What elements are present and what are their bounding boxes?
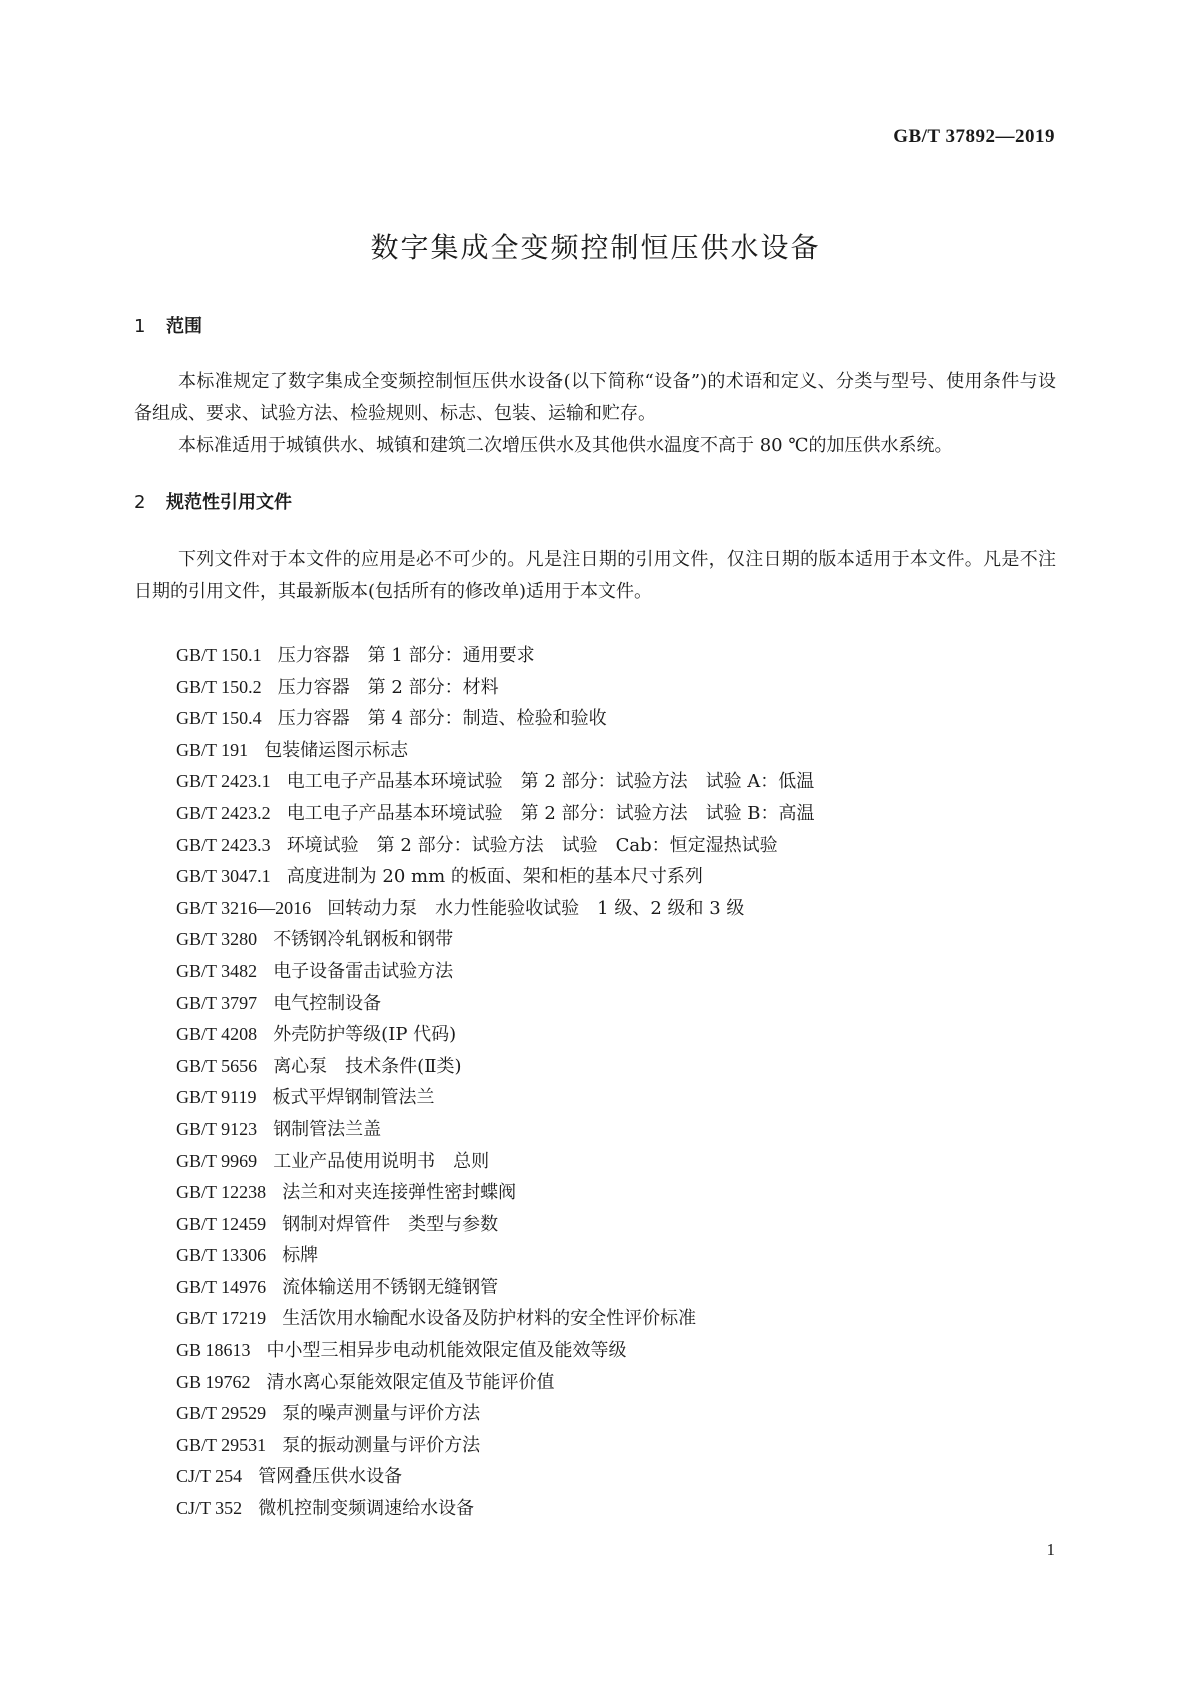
reference-item — [176, 798, 815, 830]
reference-code: GB/T 3047.1 — [176, 866, 271, 887]
section-2-intro: 下列文件对于本文件的应用是必不可少的。凡是注日期的引用文件，仅注日期的版本适用于本文件。凡是不注日期的引用文件，其最新版本(包括所有的修改单)适用于本文件。 — [134, 549, 1056, 602]
reference-title: 板式平焊钢制管法兰 — [272, 1087, 435, 1109]
reference-code: GB/T 4208 — [176, 1024, 258, 1045]
reference-item — [176, 640, 815, 672]
reference-item — [176, 1019, 815, 1051]
reference-title: 法兰和对夹连接弹性密封蝶阀 — [282, 1182, 517, 1204]
reference-title: 高度进制为 20 mm 的板面、架和柜的基本尺寸系列 — [286, 866, 703, 888]
reference-code: GB/T 12238 — [176, 1182, 267, 1203]
reference-item — [176, 924, 815, 956]
reference-code: GB/T 9123 — [176, 1118, 258, 1139]
reference-code: GB/T 9119 — [176, 1087, 257, 1108]
reference-item — [176, 1367, 815, 1399]
reference-title: 电子设备雷击试验方法 — [273, 960, 454, 982]
reference-code: GB 19762 — [176, 1371, 251, 1392]
reference-code: GB/T 2423.2 — [176, 802, 271, 823]
reference-item — [176, 1303, 815, 1335]
reference-title: 钢制管法兰盖 — [273, 1118, 382, 1140]
section-1-paragraph-2: 本标准适用于城镇供水、城镇和建筑二次增压供水及其他供水温度不高于 80 ℃的加压供水系统。 — [178, 435, 953, 456]
reference-title: 泵的噪声测量与评价方法 — [282, 1403, 481, 1425]
reference-title: 泵的振动测量与评价方法 — [282, 1434, 481, 1456]
section-1-paragraph-1: 本标准规定了数字集成全变频控制恒压供水设备(以下简称“设备”)的术语和定义、分类与型号、使用条件与设备组成、要求、试验方法、检验规则、标志、包装、运输和贮存。 — [134, 371, 1056, 424]
reference-title: 回转动力泵 水力性能验收试验 1 级、2 级和 3 级 — [327, 897, 745, 919]
reference-title: 生活饮用水输配水设备及防护材料的安全性评价标准 — [282, 1308, 697, 1330]
reference-code: GB/T 5656 — [176, 1055, 258, 1076]
reference-title: 压力容器 第 1 部分：通用要求 — [277, 645, 535, 666]
reference-code: GB/T 12459 — [176, 1213, 267, 1234]
page-number: 1 — [1046, 1540, 1055, 1559]
reference-code: GB/T 150.2 — [176, 676, 262, 697]
reference-title: 电气控制设备 — [273, 992, 382, 1014]
reference-code: GB/T 150.1 — [176, 645, 262, 665]
reference-item — [176, 1430, 815, 1462]
reference-item — [176, 861, 815, 893]
reference-code: GB/T 3482 — [176, 960, 258, 981]
reference-code: GB/T 150.4 — [176, 708, 262, 729]
reference-title: 钢制对焊管件 类型与参数 — [282, 1213, 499, 1235]
section-2-title: 规范性引用文件 — [166, 492, 292, 513]
section-2-heading — [134, 488, 292, 514]
reference-title: 电工电子产品基本环境试验 第 2 部分：试验方法 试验 B：高温 — [286, 802, 815, 824]
reference-code: GB/T 14976 — [176, 1276, 267, 1297]
normative-references-list — [176, 640, 815, 1525]
reference-item — [176, 1146, 815, 1178]
reference-title: 外壳防护等级(IP 代码) — [273, 1024, 457, 1046]
reference-title: 标牌 — [282, 1245, 319, 1267]
reference-item — [176, 1209, 815, 1241]
section-2-number: 2 — [134, 492, 146, 513]
reference-item — [176, 988, 815, 1020]
reference-item — [176, 956, 815, 988]
reference-item — [176, 1398, 815, 1430]
reference-title: 压力容器 第 4 部分：制造、检验和验收 — [277, 708, 607, 730]
reference-title: 中小型三相异步电动机能效限定值及能效等级 — [266, 1340, 627, 1362]
document-title: 数字集成全变频控制恒压供水设备 — [370, 231, 821, 264]
reference-code: GB/T 29529 — [176, 1403, 267, 1424]
reference-title: 电工电子产品基本环境试验 第 2 部分：试验方法 试验 A：低温 — [286, 771, 815, 793]
standard-number: GB/T 37892—2019 — [893, 126, 1055, 147]
reference-item — [176, 1493, 815, 1525]
reference-item — [176, 766, 815, 798]
reference-item — [176, 1177, 815, 1209]
reference-title: 微机控制变频调速给水设备 — [258, 1498, 475, 1520]
reference-item — [176, 1114, 815, 1146]
reference-code: GB/T 29531 — [176, 1434, 267, 1455]
reference-item — [176, 1051, 815, 1083]
reference-code: GB/T 3216—2016 — [176, 897, 312, 918]
reference-code: GB/T 13306 — [176, 1245, 267, 1266]
section-1-title: 范围 — [166, 316, 202, 337]
reference-title: 包装储运图示标志 — [264, 739, 409, 761]
reference-title: 工业产品使用说明书 总则 — [273, 1150, 490, 1172]
reference-item — [176, 672, 815, 704]
reference-code: GB/T 3797 — [176, 992, 258, 1013]
reference-item — [176, 893, 815, 925]
reference-title: 清水离心泵能效限定值及节能评价值 — [266, 1371, 555, 1393]
reference-title: 压力容器 第 2 部分：材料 — [277, 676, 499, 698]
reference-code: GB/T 2423.3 — [176, 834, 271, 855]
reference-code: GB/T 17219 — [176, 1308, 267, 1329]
reference-code: GB/T 3280 — [176, 929, 258, 950]
reference-title: 管网叠压供水设备 — [258, 1466, 403, 1488]
reference-code: GB/T 191 — [176, 739, 249, 760]
section-1-heading — [134, 312, 202, 338]
reference-item — [176, 1335, 815, 1367]
reference-item — [176, 703, 815, 735]
reference-item — [176, 735, 815, 767]
reference-item — [176, 1272, 815, 1304]
reference-code: GB 18613 — [176, 1340, 251, 1361]
reference-code: GB/T 9969 — [176, 1150, 258, 1171]
reference-title: 离心泵 技术条件(Ⅱ类) — [273, 1055, 462, 1077]
reference-item — [176, 1461, 815, 1493]
reference-item — [176, 1240, 815, 1272]
reference-title: 不锈钢冷轧钢板和钢带 — [273, 929, 454, 951]
section-1-number: 1 — [134, 316, 146, 337]
reference-code: GB/T 2423.1 — [176, 771, 271, 792]
reference-title: 环境试验 第 2 部分：试验方法 试验 Cab：恒定湿热试验 — [286, 834, 778, 856]
reference-item — [176, 830, 815, 862]
reference-item — [176, 1082, 815, 1114]
reference-code: CJ/T 352 — [176, 1498, 243, 1519]
reference-code: CJ/T 254 — [176, 1466, 243, 1487]
reference-title: 流体输送用不锈钢无缝钢管 — [282, 1276, 499, 1298]
